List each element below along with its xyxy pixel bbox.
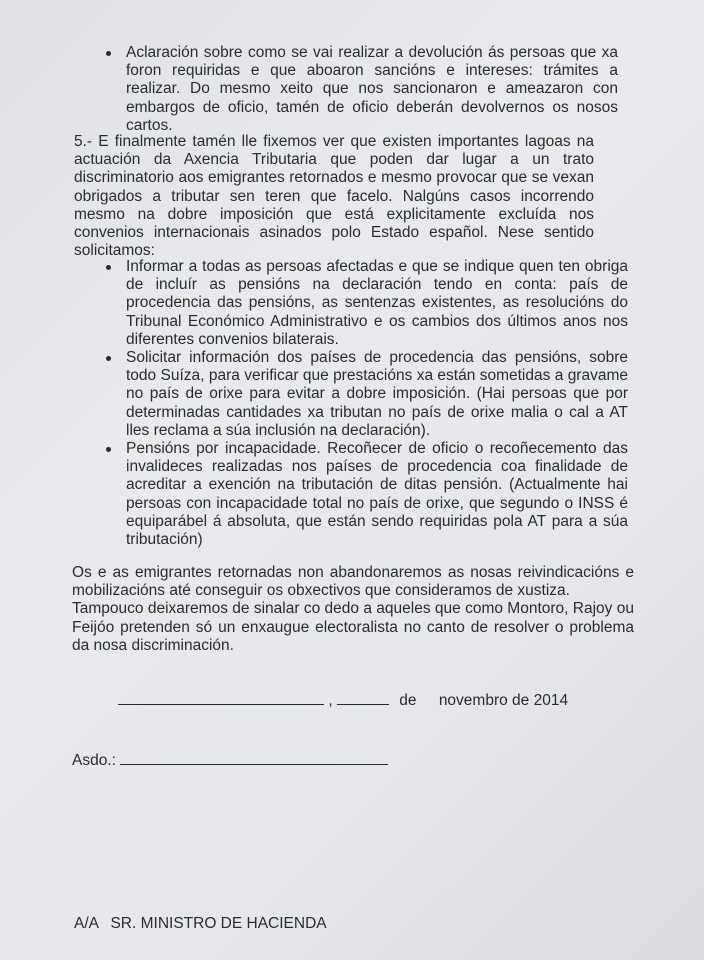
section-5-text: 5.- E finalmente tamén lle fixemos ver que existen importantes lagoas na actuación da Axencia Tributaria que poden dar lugar a un trato discriminatorio aos emigrantes retornados e mesmo provocar que se vexan obrigados a tributar sen teren que facelo. Nalgúns casos incorrendo mesmo na dobre imposición que está explicitamente excluída nos convenios internacionais asinados polo Estado español. Nese sentido solicitamos: [74, 133, 594, 260]
day-blank [337, 690, 389, 705]
signature-label: Asdo.: [72, 752, 116, 769]
date-comma: , [328, 692, 333, 709]
signature-blank [120, 750, 388, 765]
bullet-dot-icon [106, 51, 111, 56]
bullet-dot-icon [106, 265, 111, 270]
date-month-year: novembro de 2014 [438, 692, 569, 709]
list-item-text: Pensións por incapacidade. Recoñecer de oficio o recoñecemento das invalideces realizadas nos países de procedencia coa finalidade de acreditar a exención na tributación de ditas pensión. (Actualmente hai persoas con incapacidade total no país de orixe, que segundo o INSS é equiparábel á absoluta, que están sendo requiridas pola AT para a súa tributación) [126, 440, 628, 549]
date-de: de [399, 692, 417, 709]
addressee-name: SR. MINISTRO DE HACIENDA [110, 915, 327, 932]
bullet-list-section-5 [126, 258, 628, 549]
bullet-dot-icon [106, 356, 111, 361]
bullet-list-top [126, 44, 618, 135]
list-item-text: Solicitar información dos países de procedencia das pensións, sobre todo Suíza, para verificar que prestacións xa están sometidas a gravame no país de orixe para evitar a dobre imposición. (Hai persoas que por determinadas cantidades xa tributan no país de orixe malia o cal a AT lles reclama a súa inclusión na declaración). [126, 349, 628, 439]
signature-line [72, 750, 402, 770]
addressee [74, 915, 327, 933]
list-item-text: Aclaración sobre como se vai realizar a devolución ás persoas que xa foron requiridas e que aboaron sancións e intereses: trámites a realizar. Do mesmo xeito que nos sancionaron e ameazaron con embargos de oficio, tamén de oficio deberán devolvernos os nosos cartos. [126, 44, 618, 134]
list-item [126, 440, 628, 549]
closing-paragraph-1: Os e as emigrantes retornadas non abandonaremos as nosas reivindicacións e mobilizacións até conseguir os obxectivos que consideramos de xustiza. [72, 564, 634, 600]
addressee-prefix: A/A [74, 915, 99, 932]
list-item [126, 44, 618, 135]
closing-paragraphs [72, 564, 634, 655]
closing-paragraph-2: Tampouco deixaremos de sinalar co dedo a aqueles que como Montoro, Rajoy ou Feijóo pretenden só un enxaugue electoralista no canto de resolver o problema da nosa discriminación. [72, 600, 634, 654]
bullet-dot-icon [106, 447, 111, 452]
list-item [126, 349, 628, 440]
place-blank [118, 690, 324, 705]
date-line [118, 690, 598, 710]
list-item-text: Informar a todas as persoas afectadas e que se indique quen ten obriga de incluír as pensións na declaración tendo en conta: país de procedencia das pensións, as sentenzas existentes, as resolucións do Tribunal Económico Administrativo e os cambios dos últimos anos nos diferentes convenios bilaterais. [126, 258, 628, 348]
section-5-paragraph [74, 133, 594, 260]
list-item [126, 258, 628, 349]
